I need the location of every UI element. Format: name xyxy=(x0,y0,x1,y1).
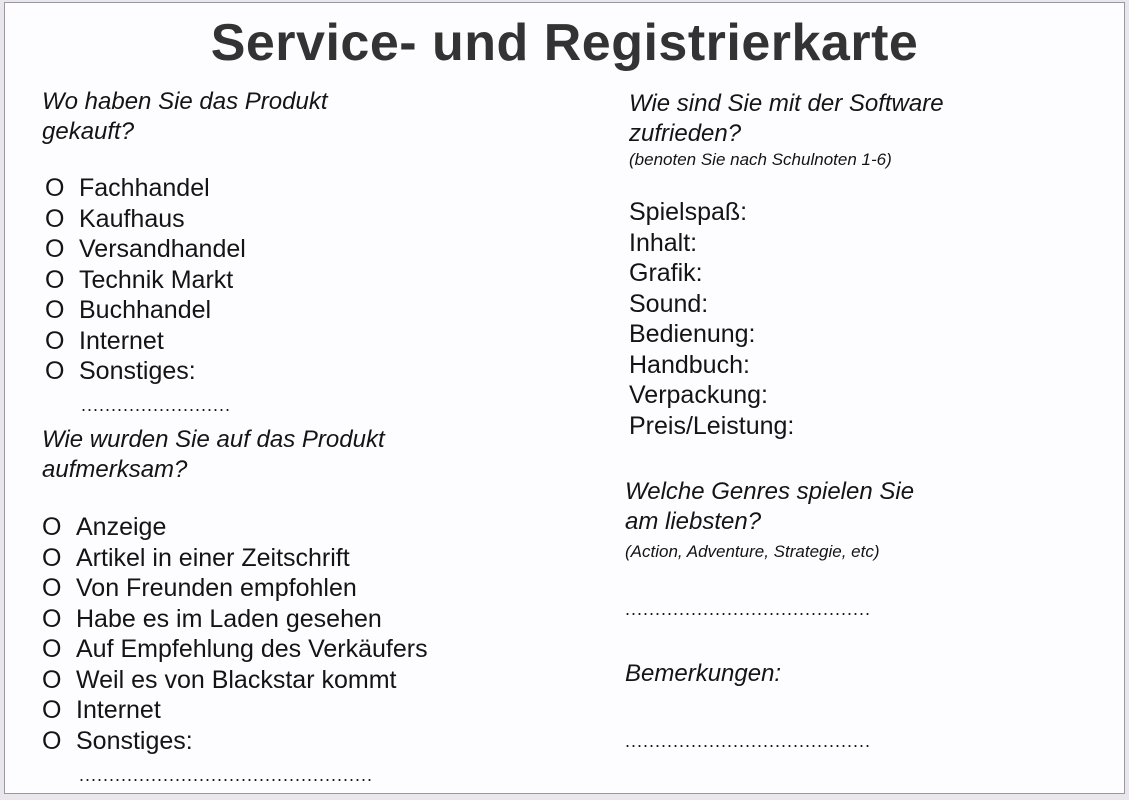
question-genres-line1: Welche Genres spielen Sie xyxy=(625,478,915,505)
option-label: Anzeige xyxy=(76,513,167,541)
radio-circle[interactable]: O xyxy=(42,726,62,755)
option-internet-2[interactable] xyxy=(42,695,428,726)
question-satisfaction-line1: Wie sind Sie mit der Software xyxy=(629,90,944,117)
rating-verpackung[interactable]: Verpackung: xyxy=(629,381,768,409)
genres-hint: (Action, Adventure, Strategie, etc) xyxy=(625,542,880,561)
option-label: Buchhandel xyxy=(79,296,212,324)
option-label: Kaufhaus xyxy=(79,204,185,233)
option-label: Sonstiges: xyxy=(79,357,196,385)
question-awareness-line2: aufmerksam? xyxy=(42,456,188,483)
remarks-label: Bemerkungen: xyxy=(625,660,782,687)
radio-circle[interactable]: O xyxy=(45,265,65,294)
genres-blank-line[interactable]: ......................................... xyxy=(625,599,872,619)
question-purchase-place-line1: Wo haben Sie das Produkt xyxy=(42,88,328,115)
option-label: Weil es von Blackstar kommt xyxy=(76,665,397,694)
radio-circle[interactable]: O xyxy=(42,513,62,541)
rating-grafik[interactable]: Grafik: xyxy=(629,259,703,287)
rating-sound[interactable]: Sound: xyxy=(629,289,709,318)
option-blackstar[interactable] xyxy=(42,665,428,696)
option-freunde[interactable] xyxy=(42,573,428,604)
option-sonstiges-2[interactable] xyxy=(42,726,428,757)
radio-circle[interactable]: O xyxy=(42,543,62,572)
rating-preis-leistung[interactable]: Preis/Leistung: xyxy=(629,411,795,440)
purchase-place-options xyxy=(45,173,246,387)
radio-circle[interactable]: O xyxy=(45,296,65,324)
question-satisfaction xyxy=(629,89,944,149)
remarks-blank-line[interactable]: ......................................... xyxy=(625,731,872,751)
card-title: Service- und Registrierkarte xyxy=(210,14,919,72)
radio-circle[interactable]: O xyxy=(42,696,62,724)
option-label: Sonstiges: xyxy=(76,726,193,755)
satisfaction-ratings xyxy=(629,197,794,441)
question-genres-line2: am liebsten? xyxy=(625,508,762,535)
option-fachhandel[interactable] xyxy=(45,173,246,204)
option-label: Versandhandel xyxy=(79,235,246,263)
option-label: Internet xyxy=(76,696,161,724)
question-satisfaction-line2: zufrieden? xyxy=(629,120,742,147)
rating-bedienung[interactable]: Bedienung: xyxy=(629,320,756,348)
option-artikel[interactable] xyxy=(42,543,428,574)
radio-circle[interactable]: O xyxy=(45,204,65,233)
radio-circle[interactable]: O xyxy=(45,326,65,355)
question-genres xyxy=(625,477,914,537)
question-awareness xyxy=(42,425,385,485)
radio-circle[interactable]: O xyxy=(45,174,65,202)
option-laden[interactable] xyxy=(42,604,428,635)
option-kaufhaus[interactable] xyxy=(45,204,246,235)
radio-circle[interactable]: O xyxy=(45,357,65,385)
radio-circle[interactable]: O xyxy=(42,604,62,633)
radio-circle[interactable]: O xyxy=(42,635,62,663)
option-label: Auf Empfehlung des Verkäufers xyxy=(76,635,428,663)
question-purchase-place-line2: gekauft? xyxy=(42,118,135,145)
option-buchhandel[interactable] xyxy=(45,295,246,326)
option-label: Artikel in einer Zeitschrift xyxy=(76,543,350,572)
option-label: Technik Markt xyxy=(79,265,234,294)
satisfaction-hint: (benoten Sie nach Schulnoten 1-6) xyxy=(629,150,892,169)
radio-circle[interactable]: O xyxy=(42,574,62,602)
option-verkaeufer[interactable] xyxy=(42,634,428,665)
question-awareness-line1: Wie wurden Sie auf das Produkt xyxy=(42,426,385,453)
sonstiges-blank-line-2[interactable]: ................................................. xyxy=(79,765,374,785)
option-versandhandel[interactable] xyxy=(45,234,246,265)
option-label: Fachhandel xyxy=(79,174,210,202)
radio-circle[interactable]: O xyxy=(42,665,62,694)
option-technik-markt[interactable] xyxy=(45,265,246,296)
question-purchase-place xyxy=(42,87,328,147)
rating-handbuch[interactable]: Handbuch: xyxy=(629,350,750,379)
rating-inhalt[interactable]: Inhalt: xyxy=(629,228,698,257)
option-anzeige[interactable] xyxy=(42,512,428,543)
registration-card xyxy=(4,2,1125,794)
option-sonstiges[interactable] xyxy=(45,356,246,387)
option-label: Internet xyxy=(79,326,164,355)
option-internet[interactable] xyxy=(45,326,246,357)
sonstiges-blank-line[interactable]: ......................... xyxy=(81,395,232,415)
option-label: Habe es im Laden gesehen xyxy=(76,604,382,633)
option-label: Von Freunden empfohlen xyxy=(76,574,357,602)
radio-circle[interactable]: O xyxy=(45,235,65,263)
rating-spielspass[interactable]: Spielspaß: xyxy=(629,198,748,226)
awareness-options xyxy=(42,512,428,756)
